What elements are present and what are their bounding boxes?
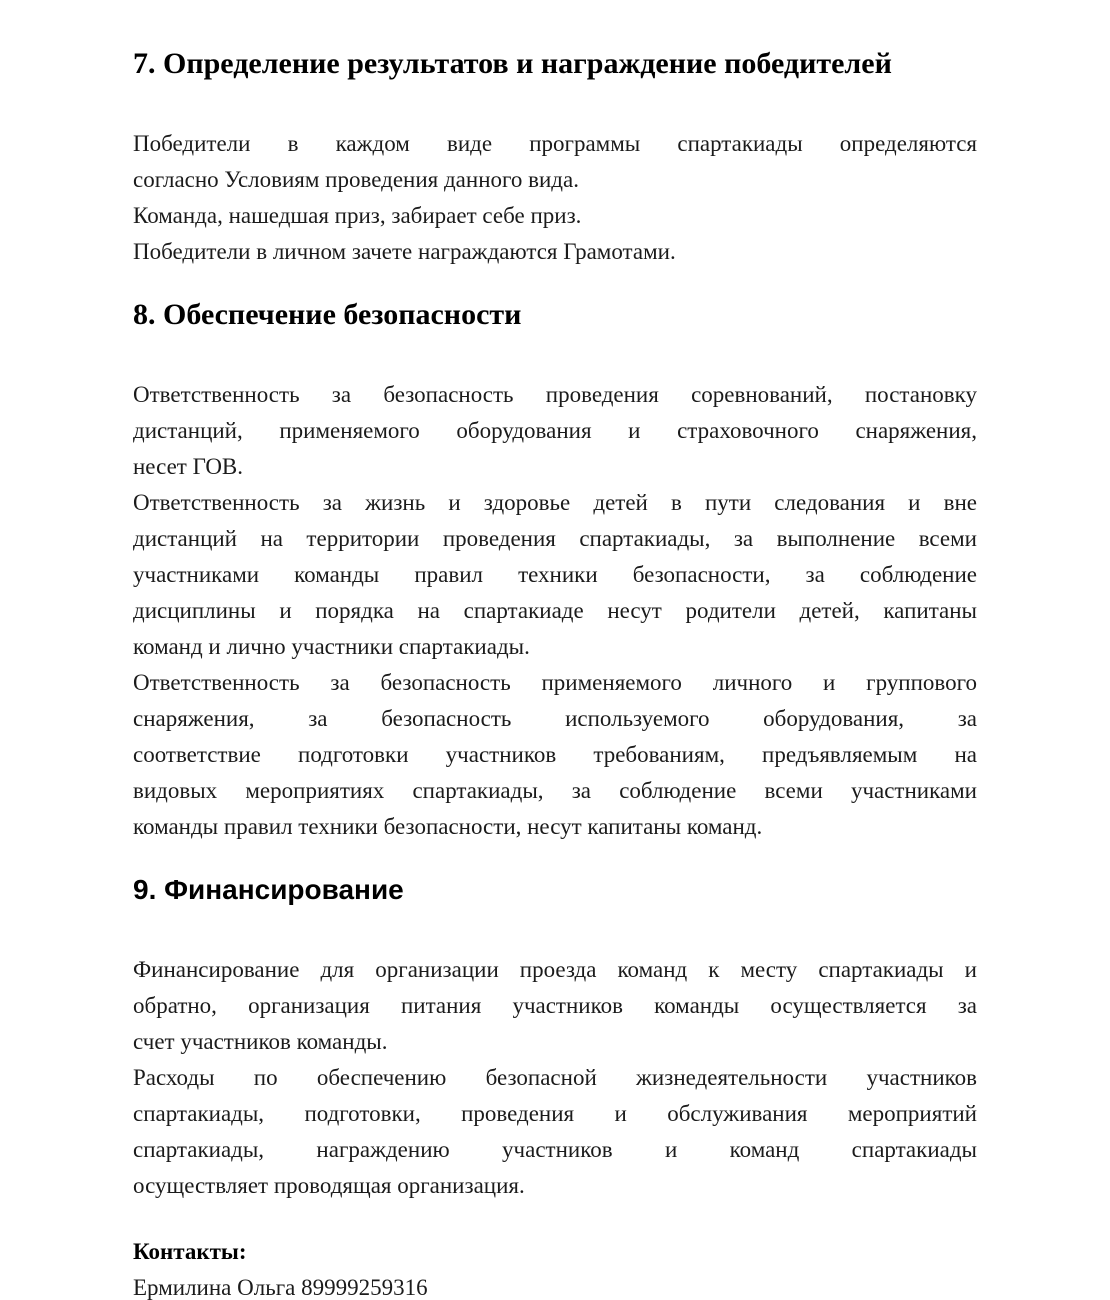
text-line: видовых мероприятиях спартакиады, за соблюдение всеми участниками [133,778,977,803]
text-line: Финансирование для организации проезда команд к месту спартакиады и [133,957,977,982]
text-line: несет ГОВ. [133,454,244,479]
text-line: участниками команды правил техники безопасности, за соблюдение [133,562,977,587]
contacts-block [133,1234,977,1300]
paragraph [133,377,977,485]
text-line: счет участников команды. [133,1029,388,1054]
text-line: дистанций, применяемого оборудования и страховочного снаряжения, [133,418,977,443]
text-line: дисциплины и порядка на спартакиаде несут родители детей, капитаны [133,598,977,623]
section-body-results [133,126,977,270]
section-heading-results: 7. Определение результатов и награждение победителей [133,47,892,80]
paragraph [133,952,977,1060]
text-line: Победители в личном зачете награждаются Грамотами. [133,239,676,264]
text-line: Ответственность за безопасность применяемого личного и группового [133,670,977,695]
text-line: Ответственность за безопасность проведения соревнований, постановку [133,382,977,407]
paragraph [133,198,977,234]
section-body-safety [133,377,977,845]
text-line: дистанций на территории проведения спартакиады, за выполнение всеми [133,526,977,551]
paragraph [133,485,977,665]
text-line: спартакиады, награждению участников и команд спартакиады [133,1137,977,1162]
document-sections [133,47,977,1204]
paragraph [133,665,977,845]
text-line: Команда, нашедшая приз, забирает себе приз. [133,203,582,228]
text-line: соответствие подготовки участников требованиям, предъявляемым на [133,742,977,767]
contacts-value: Ермилина Ольга 89999259316 [133,1275,428,1300]
paragraph [133,234,977,270]
text-line: согласно Условиям проведения данного вида. [133,167,579,192]
section-body-financing [133,952,977,1204]
text-line: осуществляет проводящая организация. [133,1173,525,1198]
section-heading-safety: 8. Обеспечение безопасности [133,298,522,331]
text-line: спартакиады, подготовки, проведения и обслуживания мероприятий [133,1101,977,1126]
text-line: Ответственность за жизнь и здоровье детей в пути следования и вне [133,490,977,515]
text-line: Победители в каждом виде программы спартакиады определяются [133,131,977,156]
text-line: команды правил техники безопасности, несут капитаны команд. [133,814,763,839]
contacts-label: Контакты: [133,1239,247,1264]
section-heading-financing: 9. Финансирование [133,874,404,905]
text-line: команд и лично участники спартакиады. [133,634,530,659]
paragraph [133,1060,977,1204]
text-line: обратно, организация питания участников команды осуществляется за [133,993,977,1018]
paragraph [133,126,977,198]
text-line: Расходы по обеспечению безопасной жизнедеятельности участников [133,1065,977,1090]
text-line: снаряжения, за безопасность используемого оборудования, за [133,706,977,731]
